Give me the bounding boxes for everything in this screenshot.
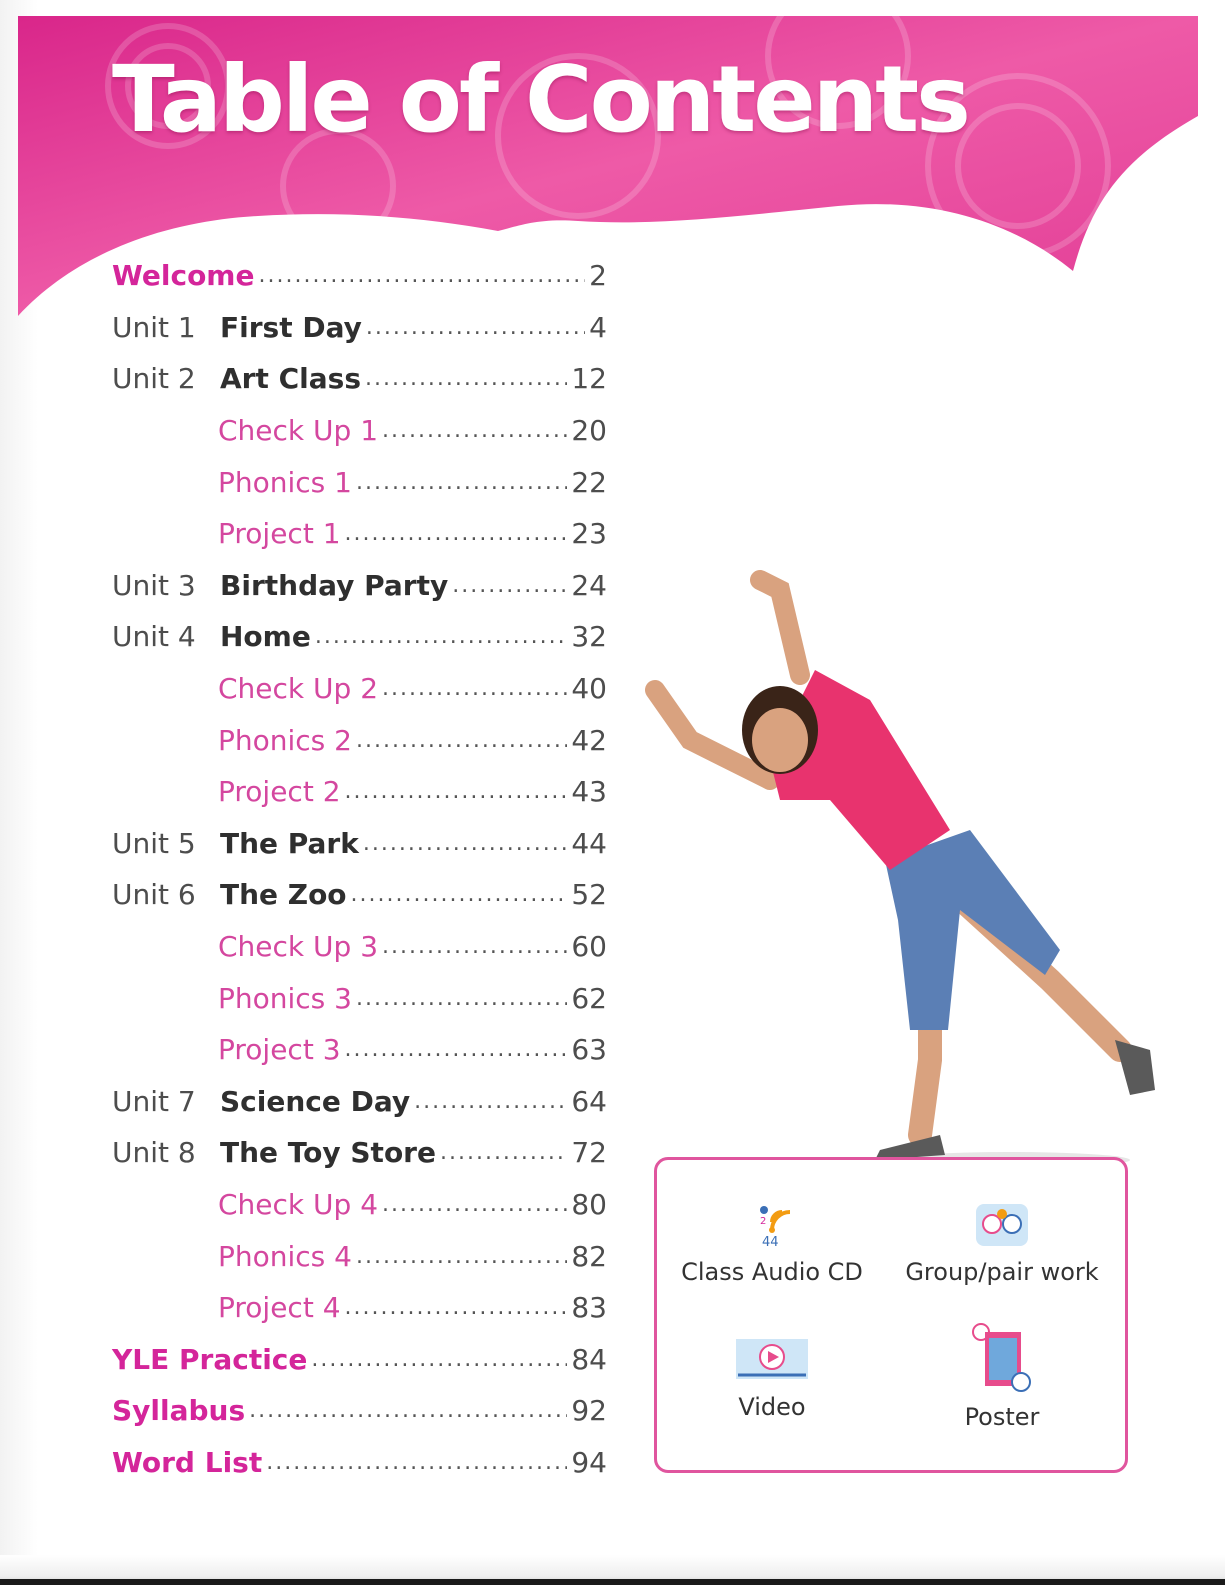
toc-page-number: 84 bbox=[571, 1342, 607, 1376]
toc-leader-dots bbox=[345, 1295, 568, 1320]
toc-entry-title: Phonics 2 bbox=[218, 723, 352, 757]
toc-row bbox=[112, 456, 607, 508]
toc-page-number: 92 bbox=[571, 1394, 607, 1428]
icon-legend bbox=[654, 1157, 1128, 1473]
toc-row bbox=[112, 405, 607, 457]
toc-page-number: 80 bbox=[571, 1187, 607, 1221]
toc-entry-title: Check Up 3 bbox=[218, 930, 379, 964]
toc-page-number: 94 bbox=[571, 1445, 607, 1479]
group-work-icon bbox=[972, 1200, 1032, 1250]
toc-leader-dots bbox=[345, 1037, 568, 1062]
legend-audio-label: Class Audio CD bbox=[681, 1258, 863, 1286]
toc-entry-title: Word List bbox=[112, 1445, 263, 1479]
toc-leader-dots bbox=[382, 676, 567, 701]
toc-row bbox=[112, 1024, 607, 1076]
toc-leader-dots bbox=[356, 1244, 567, 1269]
toc-unit-label: Unit 2 bbox=[112, 362, 196, 396]
toc-row bbox=[112, 972, 607, 1024]
toc-leader-dots bbox=[366, 315, 585, 340]
toc-entry-title: Project 3 bbox=[218, 1033, 341, 1067]
toc-leader-dots bbox=[363, 831, 567, 856]
toc-unit-label: Unit 6 bbox=[112, 878, 196, 912]
toc-entry-title: Phonics 4 bbox=[218, 1239, 352, 1273]
legend-video-label: Video bbox=[738, 1393, 806, 1421]
toc-row bbox=[112, 818, 607, 870]
page-bottom-edge bbox=[0, 1555, 1225, 1585]
toc-leader-dots bbox=[356, 728, 567, 753]
toc-leader-dots bbox=[440, 1140, 567, 1165]
toc-unit-label: Unit 7 bbox=[112, 1084, 196, 1118]
toc-page-number: 82 bbox=[571, 1239, 607, 1273]
toc-unit-label: Unit 4 bbox=[112, 620, 196, 654]
toc-leader-dots bbox=[345, 779, 568, 804]
toc-entry-title: Check Up 2 bbox=[218, 672, 379, 706]
toc-entry-title: Home bbox=[220, 620, 311, 654]
audio-cd-icon bbox=[742, 1200, 802, 1250]
toc-page-number: 40 bbox=[571, 672, 607, 706]
audio-track-number: 44 bbox=[762, 1235, 779, 1250]
toc-row bbox=[112, 1333, 607, 1385]
toc-page-number: 44 bbox=[571, 826, 607, 860]
toc-page-number: 12 bbox=[571, 362, 607, 396]
legend-audio bbox=[657, 1200, 887, 1286]
toc-entry-title: YLE Practice bbox=[112, 1342, 308, 1376]
toc-leader-dots bbox=[414, 1089, 567, 1114]
toc-entry-title: The Zoo bbox=[220, 878, 347, 912]
toc-unit-label: Unit 8 bbox=[112, 1136, 196, 1170]
toc-leader-dots bbox=[382, 418, 567, 443]
toc-page-number: 72 bbox=[571, 1136, 607, 1170]
toc-leader-dots bbox=[266, 1450, 567, 1475]
toc-leader-dots bbox=[365, 366, 567, 391]
video-icon bbox=[732, 1335, 812, 1385]
toc-row bbox=[112, 663, 607, 715]
toc-unit-label: Unit 5 bbox=[112, 826, 196, 860]
toc-entry-title: Phonics 3 bbox=[218, 981, 352, 1015]
toc-leader-dots bbox=[249, 1398, 567, 1423]
toc-leader-dots bbox=[315, 624, 568, 649]
toc-row bbox=[112, 611, 607, 663]
toc-unit-label: Unit 3 bbox=[112, 568, 196, 602]
toc-page-number: 63 bbox=[571, 1033, 607, 1067]
toc-row bbox=[112, 1230, 607, 1282]
toc-unit-label: Unit 1 bbox=[112, 310, 196, 344]
toc-leader-dots bbox=[382, 1192, 567, 1217]
table-of-contents bbox=[112, 250, 607, 1488]
toc-page-number: 52 bbox=[571, 878, 607, 912]
toc-entry-title: Project 1 bbox=[218, 517, 341, 551]
toc-leader-dots bbox=[311, 1347, 567, 1372]
toc-page-number: 60 bbox=[571, 930, 607, 964]
toc-entry-title: Art Class bbox=[220, 362, 361, 396]
toc-entry-title: Science Day bbox=[220, 1084, 411, 1118]
girl-illustration bbox=[630, 560, 1190, 1170]
toc-entry-title: Phonics 1 bbox=[218, 465, 352, 499]
toc-row bbox=[112, 1127, 607, 1179]
toc-page-number: 32 bbox=[571, 620, 607, 654]
toc-entry-title: Syllabus bbox=[112, 1394, 246, 1428]
toc-page-number: 2 bbox=[589, 259, 607, 293]
toc-row bbox=[112, 766, 607, 818]
toc-row bbox=[112, 508, 607, 560]
toc-page-number: 83 bbox=[571, 1291, 607, 1325]
toc-leader-dots bbox=[351, 882, 568, 907]
toc-entry-title: Welcome bbox=[112, 259, 255, 293]
toc-leader-dots bbox=[345, 521, 568, 546]
toc-entry-title: Birthday Party bbox=[220, 568, 449, 602]
toc-page-number: 22 bbox=[571, 465, 607, 499]
toc-page-number: 62 bbox=[571, 981, 607, 1015]
legend-group-label: Group/pair work bbox=[905, 1258, 1099, 1286]
toc-entry-title: The Toy Store bbox=[220, 1136, 436, 1170]
legend-video bbox=[657, 1335, 887, 1421]
toc-page-number: 42 bbox=[571, 723, 607, 757]
toc-leader-dots bbox=[452, 573, 567, 598]
toc-row bbox=[112, 1282, 607, 1334]
toc-page-number: 20 bbox=[571, 414, 607, 448]
legend-group bbox=[887, 1200, 1117, 1286]
toc-entry-title: Check Up 1 bbox=[218, 414, 379, 448]
toc-row bbox=[112, 302, 607, 354]
toc-leader-dots bbox=[356, 986, 567, 1011]
toc-leader-dots bbox=[356, 470, 567, 495]
toc-entry-title: First Day bbox=[220, 310, 362, 344]
legend-poster-label: Poster bbox=[964, 1403, 1040, 1431]
toc-row bbox=[112, 1179, 607, 1231]
toc-row bbox=[112, 1076, 607, 1128]
toc-leader-dots bbox=[382, 934, 567, 959]
toc-entry-title: Project 2 bbox=[218, 775, 341, 809]
toc-page-number: 4 bbox=[589, 310, 607, 344]
toc-page-number: 64 bbox=[571, 1084, 607, 1118]
toc-row bbox=[112, 714, 607, 766]
toc-row bbox=[112, 921, 607, 973]
toc-entry-title: Project 4 bbox=[218, 1291, 341, 1325]
page-title: Table of Contents bbox=[112, 46, 968, 153]
svg-text:2: 2 bbox=[760, 1216, 767, 1227]
toc-row bbox=[112, 869, 607, 921]
poster-icon bbox=[967, 1320, 1037, 1395]
toc-entry-title: The Park bbox=[220, 826, 359, 860]
toc-row bbox=[112, 250, 607, 302]
toc-row bbox=[112, 1385, 607, 1437]
toc-row bbox=[112, 1437, 607, 1489]
toc-page-number: 24 bbox=[571, 568, 607, 602]
toc-page-number: 43 bbox=[571, 775, 607, 809]
toc-row bbox=[112, 560, 607, 612]
toc-page-number: 23 bbox=[571, 517, 607, 551]
toc-row bbox=[112, 353, 607, 405]
toc-entry-title: Check Up 4 bbox=[218, 1187, 379, 1221]
legend-poster bbox=[887, 1320, 1117, 1431]
toc-leader-dots bbox=[258, 263, 585, 288]
